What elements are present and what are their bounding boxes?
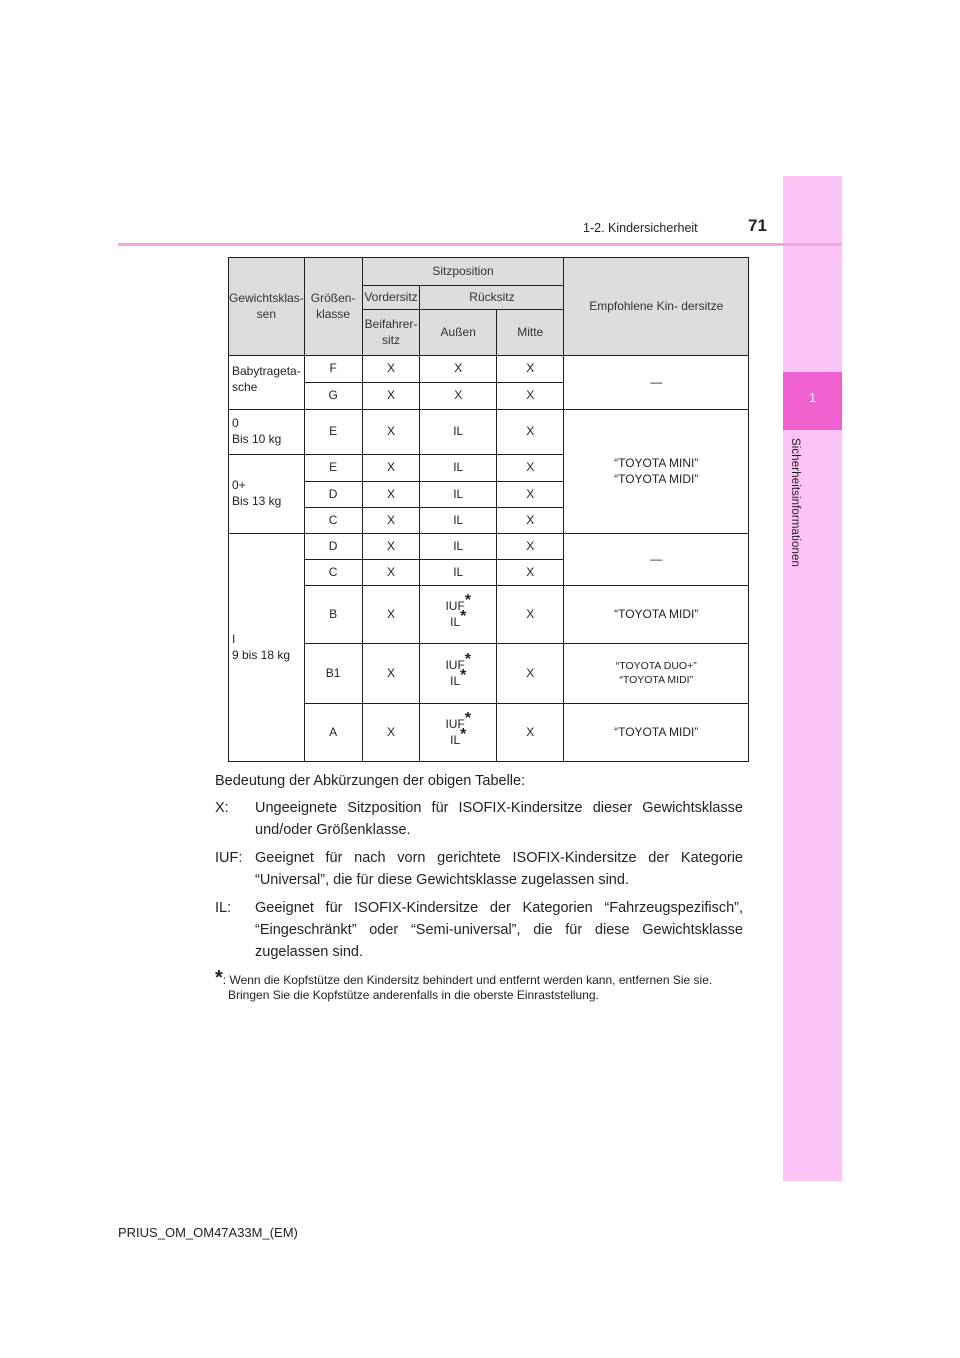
header-seat-position: Sitzposition	[362, 258, 564, 286]
recommended-cell: “TOYOTA MIDI”	[564, 704, 749, 762]
front-cell: X	[362, 356, 420, 383]
size-cell: F	[304, 356, 362, 383]
middle-cell: X	[496, 508, 563, 534]
middle-cell: X	[496, 644, 563, 704]
front-cell: X	[362, 586, 420, 644]
table-row	[229, 356, 749, 383]
outer-cell: X	[420, 356, 497, 383]
isofix-table	[228, 257, 749, 762]
front-cell: X	[362, 534, 420, 560]
notes-intro: Bedeutung der Abkürzungen der obigen Tabelle:	[215, 773, 526, 789]
outer-cell: IL	[420, 534, 497, 560]
abbreviation-notes	[215, 770, 743, 1003]
page-number: 71	[748, 216, 767, 235]
outer-cell: IL	[420, 482, 497, 508]
table-row	[229, 410, 749, 455]
size-cell: E	[304, 410, 362, 455]
size-cell: C	[304, 560, 362, 586]
outer-cell: IL	[420, 410, 497, 455]
weight-cell: Babytrageta- sche	[229, 356, 305, 410]
weight-cell: 0+ Bis 13 kg	[229, 455, 305, 534]
middle-cell: X	[496, 482, 563, 508]
front-cell: X	[362, 383, 420, 410]
header-recommended: Empfohlene Kin- dersitze	[564, 258, 749, 356]
header-middle: Mitte	[496, 310, 563, 356]
header-outer: Außen	[420, 310, 497, 356]
size-cell: C	[304, 508, 362, 534]
outer-cell: IUF* IL*	[420, 644, 497, 704]
front-cell: X	[362, 508, 420, 534]
recommended-cell: “TOYOTA MINI” “TOYOTA MIDI”	[564, 410, 749, 534]
section-title: 1-2. Kindersicherheit	[583, 221, 698, 235]
recommended-cell: —	[564, 534, 749, 586]
outer-cell: X	[420, 383, 497, 410]
size-cell: D	[304, 482, 362, 508]
middle-cell: X	[496, 410, 563, 455]
middle-cell: X	[496, 455, 563, 482]
front-cell: X	[362, 704, 420, 762]
table-row	[229, 644, 749, 704]
middle-cell: X	[496, 704, 563, 762]
size-cell: A	[304, 704, 362, 762]
front-cell: X	[362, 455, 420, 482]
footnote: *: Wenn die Kopfstütze den Kindersitz behindert und entfernt werden kann, entfernen Sie sie. Bringen Sie die Kopfstütze anderenfalls in die oberste Einraststellung.	[215, 967, 713, 1002]
weight-cell: 0 Bis 10 kg	[229, 410, 305, 455]
table-row	[229, 534, 749, 560]
front-cell: X	[362, 482, 420, 508]
chapter-number: 1	[808, 390, 817, 405]
middle-cell: X	[496, 560, 563, 586]
header-passenger-seat: Beifahrer- sitz	[362, 310, 420, 356]
header-rear-seat: Rücksitz	[420, 286, 564, 310]
table-row	[229, 586, 749, 644]
front-cell: X	[362, 560, 420, 586]
size-cell: G	[304, 383, 362, 410]
note-iuf: IUF: Geeignet für nach vorn gerichtete ISOFIX-Kindersitze der Kategorie “Universal”, die für diese Gewichtsklasse zugelassen sind.	[215, 850, 743, 888]
outer-cell: IUF* IL*	[420, 586, 497, 644]
outer-cell: IL	[420, 560, 497, 586]
header-size-class: Größen- klasse	[304, 258, 362, 356]
size-cell: B1	[304, 644, 362, 704]
weight-cell: I 9 bis 18 kg	[229, 534, 305, 762]
header-divider	[118, 243, 842, 246]
note-x: X: Ungeeignete Sitzposition für ISOFIX-Kindersitze dieser Gewichtsklasse und/oder Größenklasse.	[215, 800, 743, 838]
doc-id: PRIUS_OM_OM47A33M_(EM)	[118, 1225, 298, 1240]
table-row	[229, 704, 749, 762]
middle-cell: X	[496, 383, 563, 410]
size-cell: B	[304, 586, 362, 644]
recommended-cell: “TOYOTA MIDI”	[564, 586, 749, 644]
front-cell: X	[362, 644, 420, 704]
header-weight-class: Gewichtsklas- sen	[229, 258, 305, 356]
recommended-cell: —	[564, 356, 749, 410]
recommended-cell: “TOYOTA DUO+” “TOYOTA MIDI”	[564, 644, 749, 704]
middle-cell: X	[496, 586, 563, 644]
header-front-seat: Vordersitz	[362, 286, 420, 310]
outer-cell: IUF* IL*	[420, 704, 497, 762]
size-cell: D	[304, 534, 362, 560]
chapter-sidebar	[783, 176, 842, 1181]
middle-cell: X	[496, 356, 563, 383]
outer-cell: IL	[420, 508, 497, 534]
note-il: IL: Geeignet für ISOFIX-Kindersitze der Kategorien “Fahrzeugspezifisch”, “Eingeschränkt” oder “Semi-universal”, die für diese Gewichtsklasse zugelassen sind.	[215, 900, 743, 960]
middle-cell: X	[496, 534, 563, 560]
outer-cell: IL	[420, 455, 497, 482]
chapter-title: Sicherheitsinformationen	[789, 438, 801, 567]
size-cell: E	[304, 455, 362, 482]
front-cell: X	[362, 410, 420, 455]
